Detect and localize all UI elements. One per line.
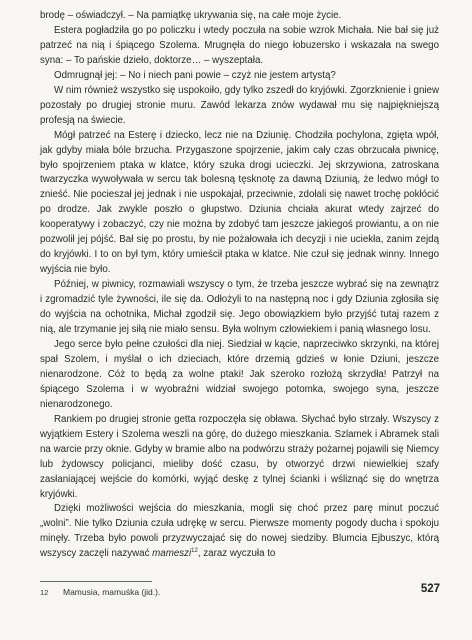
italic-word: mameszi: [152, 548, 192, 560]
footnote-number: 12: [40, 588, 49, 597]
page-number: 527: [420, 583, 440, 595]
paragraph: Odmrugnął jej: – No i niech pani powie – czyż nie jestem artystą?: [54, 69, 336, 81]
paragraph: brodę – oświadczył. – Na pamiątkę ukrywania się, na całe moje życie.: [40, 10, 342, 21]
paragraph: Później, w piwnicy, rozmawiali wszyscy o tym, że trzeba jeszcze wybrać się na zewnątrz i zgromadzić tyle żywności, ile się da. Odłożyli to na następną noc i gdy Dziunia zgłosiła się do wyjścia na ochotnika, Michał zgodził się. Jego obowiązkiem było przyjść tutaj razem z nią, ale trzymanie jej siłą nie miało sensu. Była wolnym człowiekiem i panią własnego losu.: [40, 279, 439, 336]
paragraph: W nim również wszystko się uspokoiło, gdy tylko zszedł do kryjówki. Zgorzknienie i gniew pozostały po drugiej stronie muru. Zawód lekarza znów wydawał mu się najpiękniejszą profesją na świecie.: [40, 84, 439, 126]
paragraph-text: Dzięki możliwości wejścia do mieszkania, mogli się choć przez parę minut poczuć „wolni”. Nie tylko Dziunia czuła udrękę w sercu. Pierwsze momenty pogody ducha i spokoju minęły. Trzeba było powoli przyzwyczajać się do nowej siedziby. Blumcia Ejbuszyc, którą wszyscy zaczęli nazywać: [40, 503, 439, 560]
paragraph: Mógł patrzeć na Esterę i dziecko, lecz nie na Dziunię. Chodziła pochylona, zgięta wpół, jak gdyby miała bóle brzucha. Przygaszone spojrzenie, jakim cały czas obrzucała piwnicę, było spojrzeniem ptaka w klatce, który szuka drogi ucieczki. Jej skrzywiona, zatroskana twarzyczka wywoływała w sercu tak bolesną tęsknotę za dawną Dziunią, że ledwo mógł to znieść. Nie pocieszał jej jednak i nie uspokajał, przeciwnie, zdołali się nawet trochę pokłócić po drodze. Jak zwykle poszło o głupstwo. Dziunia chciała akurat wtedy zajrzeć do kooperatywy i zobaczyć, czy nie można by zdobyć tam jeszcze jakiegoś prowiantu, a on nie pozwolił jej pójść. Bał się po prostu, by nie pożałowała ich decyzji i nie uciekła, zanim zejdą do kryjówki. I to on był tym, który umieścił ptaka w klatce. Nie czuł się jednak winny. Innego wyjścia nie było.: [40, 129, 439, 276]
paragraph: Rankiem po drugiej stronie getta rozpoczęła się obława. Słychać było strzały. Wszyscy z wyjątkiem Estery i Szolema weszli na górę, do dużego mieszkania. Szlamek i Abramek stali na warcie przy oknie. Gdyby w bramie albo na podwórzu straży pożarnej pojawili się Niemcy lub żydowscy policjanci, mieliby dość czasu, by otworzyć drzwi niewielkiej szafy zasłaniającej wejście do komórki, wyjąć deskę z tylnej ścianki i wśliznąć się do wnętrza kryjówki.: [40, 413, 439, 500]
paragraph: Jego serce było pełne czułości dla niej. Siedział w kącie, naprzeciwko skrzynki, na której spał Szolem, i myślał o ich dzieciach, które drzemią gdzieś w łonie Dziuni, jeszcze nienarodzone. Cóż to będą za wolne ptaki! Jak szeroko rozłożą skrzydła! Patrzył na śpiącego Szolema i w wyobraźni widział swojego potomka, swojego syna, jeszcze nienarodzonego.: [40, 338, 439, 410]
body-text: [40, 9, 439, 562]
footnote-reference[interactable]: 12: [191, 548, 198, 555]
footnote: [40, 586, 360, 599]
paragraph-tail: , zaraz wyczuła to: [197, 548, 276, 560]
footnote-divider: [40, 581, 152, 582]
paragraph-last: [40, 502, 439, 562]
paragraph: Estera pogładziła go po policzku i wtedy poczuła na sobie wzrok Michała. Nie bał się już patrzeć na nią i śpiącego Szolema. Mrugnęła do niego łobuzersko i wskazała na swego syna: – To pańskie dzieło, doktorze… – wyszeptała.: [40, 24, 439, 66]
footnote-text: Mamusia, mamuśka (jid.).: [63, 587, 161, 597]
